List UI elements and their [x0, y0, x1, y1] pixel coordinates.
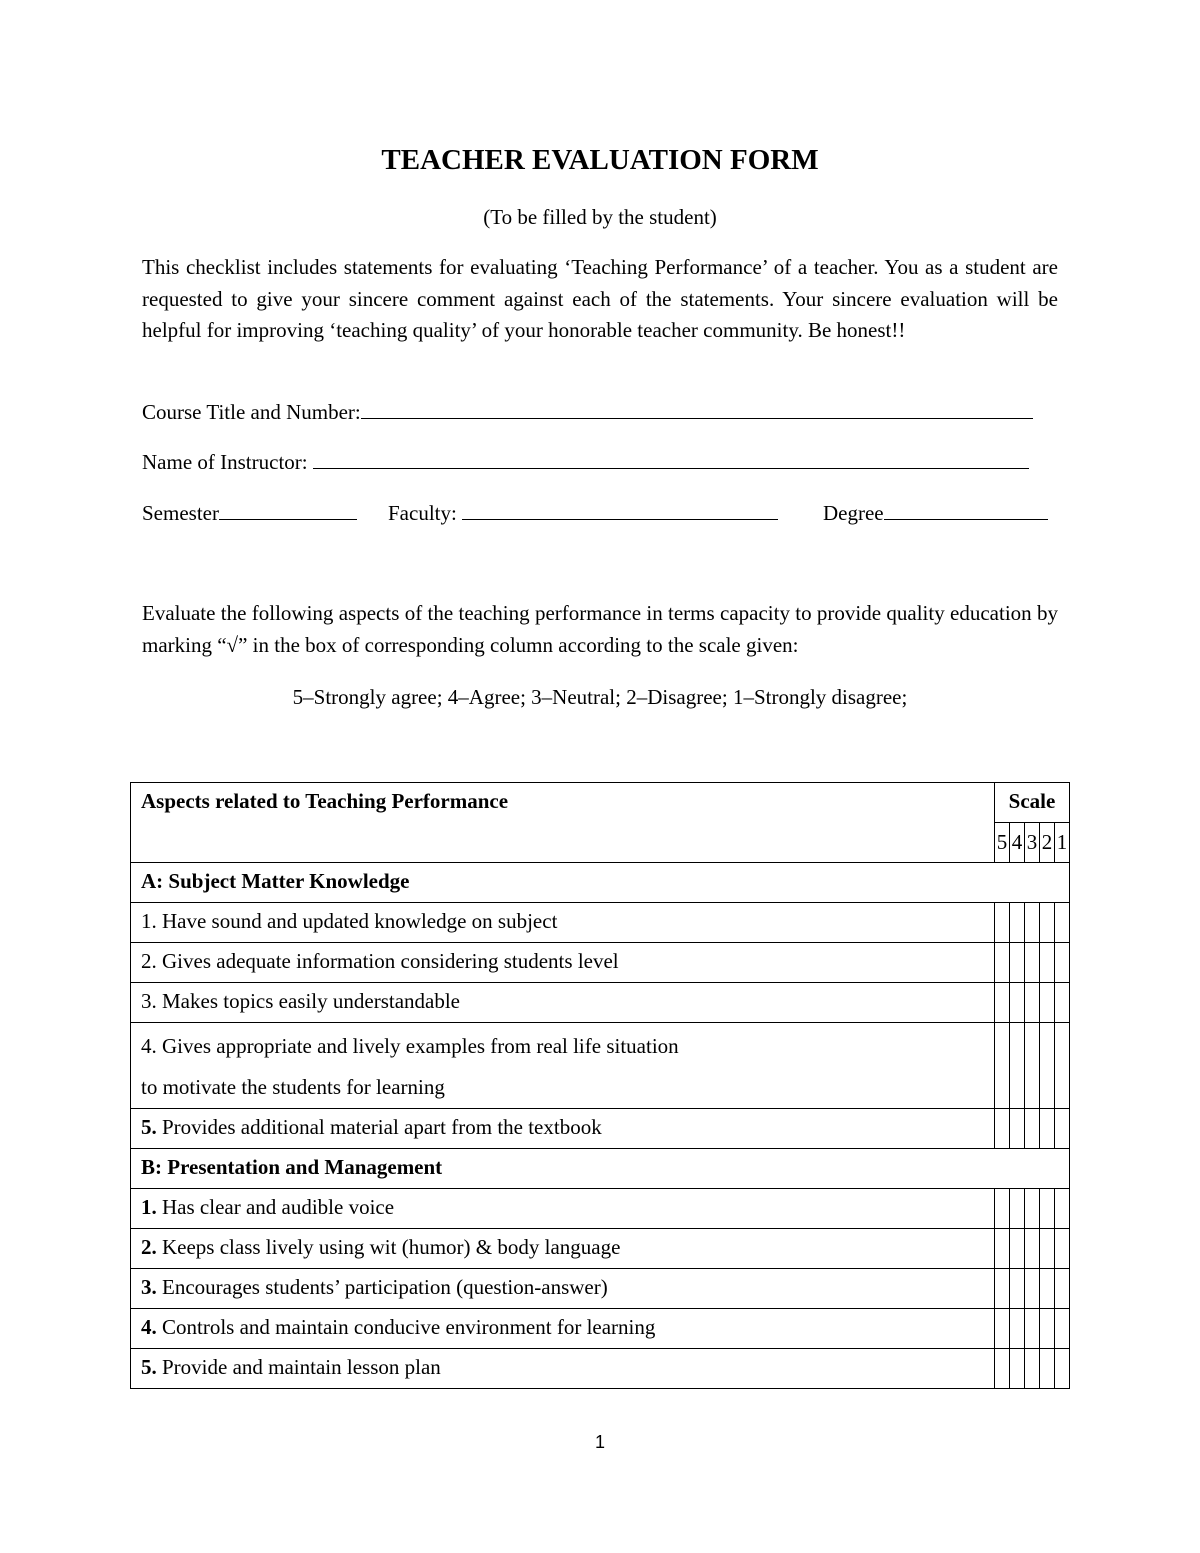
rating-box-4[interactable]: [1010, 1109, 1025, 1149]
page-number: 1: [594, 1432, 605, 1452]
rating-box-4[interactable]: [1010, 1189, 1025, 1229]
rating-box-2[interactable]: [1040, 943, 1055, 983]
rating-box-2[interactable]: [1040, 1309, 1055, 1349]
item-label: 1. Have sound and updated knowledge on subject: [141, 909, 558, 933]
faculty-field: [388, 498, 778, 528]
rating-box-4[interactable]: [1010, 983, 1025, 1023]
section-heading-row: [131, 1149, 1070, 1189]
table-row: [131, 1189, 1070, 1229]
section-b-heading: B: Presentation and Management: [131, 1149, 1070, 1189]
item-text: [131, 1309, 995, 1349]
item-text: [131, 1229, 995, 1269]
rating-box-1[interactable]: [1055, 1229, 1070, 1269]
item-label: 2. Gives adequate information considering students level: [141, 949, 619, 973]
rating-box-3[interactable]: [1025, 1349, 1040, 1389]
item-number: 2.: [141, 1235, 157, 1259]
item-text: [131, 1023, 995, 1109]
table-row: [131, 1023, 1070, 1109]
aspects-header: Aspects related to Teaching Performance: [131, 783, 995, 863]
scale-legend: 5–Strongly agree; 4–Agree; 3–Neutral; 2–Disagree; 1–Strongly disagree;: [292, 685, 908, 709]
instructor-input-line[interactable]: [313, 450, 1029, 469]
item-label: Provides additional material apart from the textbook: [156, 1115, 602, 1139]
faculty-label: Faculty:: [388, 501, 457, 525]
rating-box-5[interactable]: [995, 1229, 1010, 1269]
course-input-line[interactable]: [361, 400, 1033, 419]
rating-box-4[interactable]: [1010, 1309, 1025, 1349]
rating-box-3[interactable]: [1025, 903, 1040, 943]
rating-box-3[interactable]: [1025, 943, 1040, 983]
rating-box-5[interactable]: [995, 1309, 1010, 1349]
table-row: [131, 1229, 1070, 1269]
rating-box-1[interactable]: [1055, 903, 1070, 943]
rating-box-5[interactable]: [995, 943, 1010, 983]
rating-box-2[interactable]: [1040, 1269, 1055, 1309]
rating-box-3[interactable]: [1025, 1189, 1040, 1229]
item-label: Has clear and audible voice: [156, 1195, 395, 1219]
course-label: Course Title and Number:: [142, 400, 361, 424]
item-label: Controls and maintain conducive environment for learning: [156, 1315, 656, 1339]
form-title: TEACHER EVALUATION FORM: [381, 144, 819, 176]
rating-box-1[interactable]: [1055, 983, 1070, 1023]
rating-box-3[interactable]: [1025, 1309, 1040, 1349]
item-text: [131, 943, 995, 983]
semester-field: [142, 498, 357, 528]
evaluation-table: [130, 782, 1070, 1389]
rating-box-4[interactable]: [1010, 1229, 1025, 1269]
rating-box-1[interactable]: [1055, 1309, 1070, 1349]
rating-box-1[interactable]: [1055, 1349, 1070, 1389]
rating-box-2[interactable]: [1040, 1189, 1055, 1229]
rating-box-2[interactable]: [1040, 1109, 1055, 1149]
table-row: [131, 1269, 1070, 1309]
rating-box-5[interactable]: [995, 1189, 1010, 1229]
scale-value-2: 2: [1040, 823, 1055, 863]
item-number: 1.: [141, 1195, 157, 1219]
rating-box-1[interactable]: [1055, 1189, 1070, 1229]
item-label: 4. Gives appropriate and lively examples from real life situation to motivate the students for learning: [141, 1034, 679, 1099]
item-label: Provide and maintain lesson plan: [156, 1355, 441, 1379]
degree-label: Degree: [823, 501, 884, 525]
rating-box-2[interactable]: [1040, 903, 1055, 943]
rating-box-1[interactable]: [1055, 1023, 1070, 1109]
item-text: [131, 903, 995, 943]
rating-box-4[interactable]: [1010, 1269, 1025, 1309]
scale-value-1: 1: [1055, 823, 1070, 863]
rating-box-5[interactable]: [995, 983, 1010, 1023]
item-text: [131, 1269, 995, 1309]
instructions-paragraph: Evaluate the following aspects of the teaching performance in terms capacity to provide quality education by marking “√” in the box of corresponding column according to the scale given:: [142, 601, 1058, 657]
item-number: 4.: [141, 1315, 157, 1339]
rating-box-4[interactable]: [1010, 903, 1025, 943]
scale-header: Scale: [995, 783, 1070, 823]
scale-value-4: 4: [1010, 823, 1025, 863]
item-number: 5.: [141, 1115, 157, 1139]
rating-box-3[interactable]: [1025, 1023, 1040, 1109]
rating-box-4[interactable]: [1010, 1349, 1025, 1389]
rating-box-3[interactable]: [1025, 1109, 1040, 1149]
rating-box-5[interactable]: [995, 1109, 1010, 1149]
degree-field: [823, 498, 1048, 528]
item-text: [131, 983, 995, 1023]
rating-box-2[interactable]: [1040, 1229, 1055, 1269]
faculty-input-line[interactable]: [462, 501, 778, 520]
form-subtitle: (To be filled by the student): [483, 205, 717, 229]
table-header-row: [131, 783, 1070, 823]
rating-box-5[interactable]: [995, 903, 1010, 943]
rating-box-1[interactable]: [1055, 943, 1070, 983]
rating-box-4[interactable]: [1010, 943, 1025, 983]
intro-paragraph: This checklist includes statements for evaluating ‘Teaching Performance’ of a teacher. You as a student are requested to give your sincere comment against each of the statements. Your sincere evaluation will be helpful for improving ‘teaching quality’ of your honorable teacher community. Be honest!!: [142, 255, 1058, 342]
item-text: [131, 1109, 995, 1149]
course-field: [142, 397, 1033, 427]
rating-box-5[interactable]: [995, 1269, 1010, 1309]
item-label: Keeps class lively using wit (humor) & body language: [156, 1235, 621, 1259]
item-text: [131, 1349, 995, 1389]
rating-box-3[interactable]: [1025, 1229, 1040, 1269]
semester-input-line[interactable]: [219, 501, 357, 520]
rating-box-2[interactable]: [1040, 1023, 1055, 1109]
item-label: Encourages students’ participation (question-answer): [156, 1275, 608, 1299]
instructor-field: [142, 447, 1029, 477]
table-row: [131, 1309, 1070, 1349]
item-number: 5.: [141, 1355, 157, 1379]
rating-box-5[interactable]: [995, 1023, 1010, 1109]
rating-box-5[interactable]: [995, 1349, 1010, 1389]
table-row: [131, 943, 1070, 983]
table-row: [131, 983, 1070, 1023]
degree-input-line[interactable]: [884, 501, 1048, 520]
rating-box-3[interactable]: [1025, 983, 1040, 1023]
scale-value-3: 3: [1025, 823, 1040, 863]
table-row: [131, 1349, 1070, 1389]
rating-box-1[interactable]: [1055, 1269, 1070, 1309]
rating-box-3[interactable]: [1025, 1269, 1040, 1309]
section-heading-row: [131, 863, 1070, 903]
semester-label: Semester: [142, 501, 219, 525]
rating-box-4[interactable]: [1010, 1023, 1025, 1109]
rating-box-1[interactable]: [1055, 1109, 1070, 1149]
rating-box-2[interactable]: [1040, 983, 1055, 1023]
section-a-heading: A: Subject Matter Knowledge: [131, 863, 1070, 903]
scale-value-5: 5: [995, 823, 1010, 863]
instructor-label: Name of Instructor:: [142, 450, 308, 474]
table-row: [131, 1109, 1070, 1149]
rating-box-2[interactable]: [1040, 1349, 1055, 1389]
item-number: 3.: [141, 1275, 157, 1299]
table-row: [131, 903, 1070, 943]
item-label: 3. Makes topics easily understandable: [141, 989, 460, 1013]
item-text: [131, 1189, 995, 1229]
